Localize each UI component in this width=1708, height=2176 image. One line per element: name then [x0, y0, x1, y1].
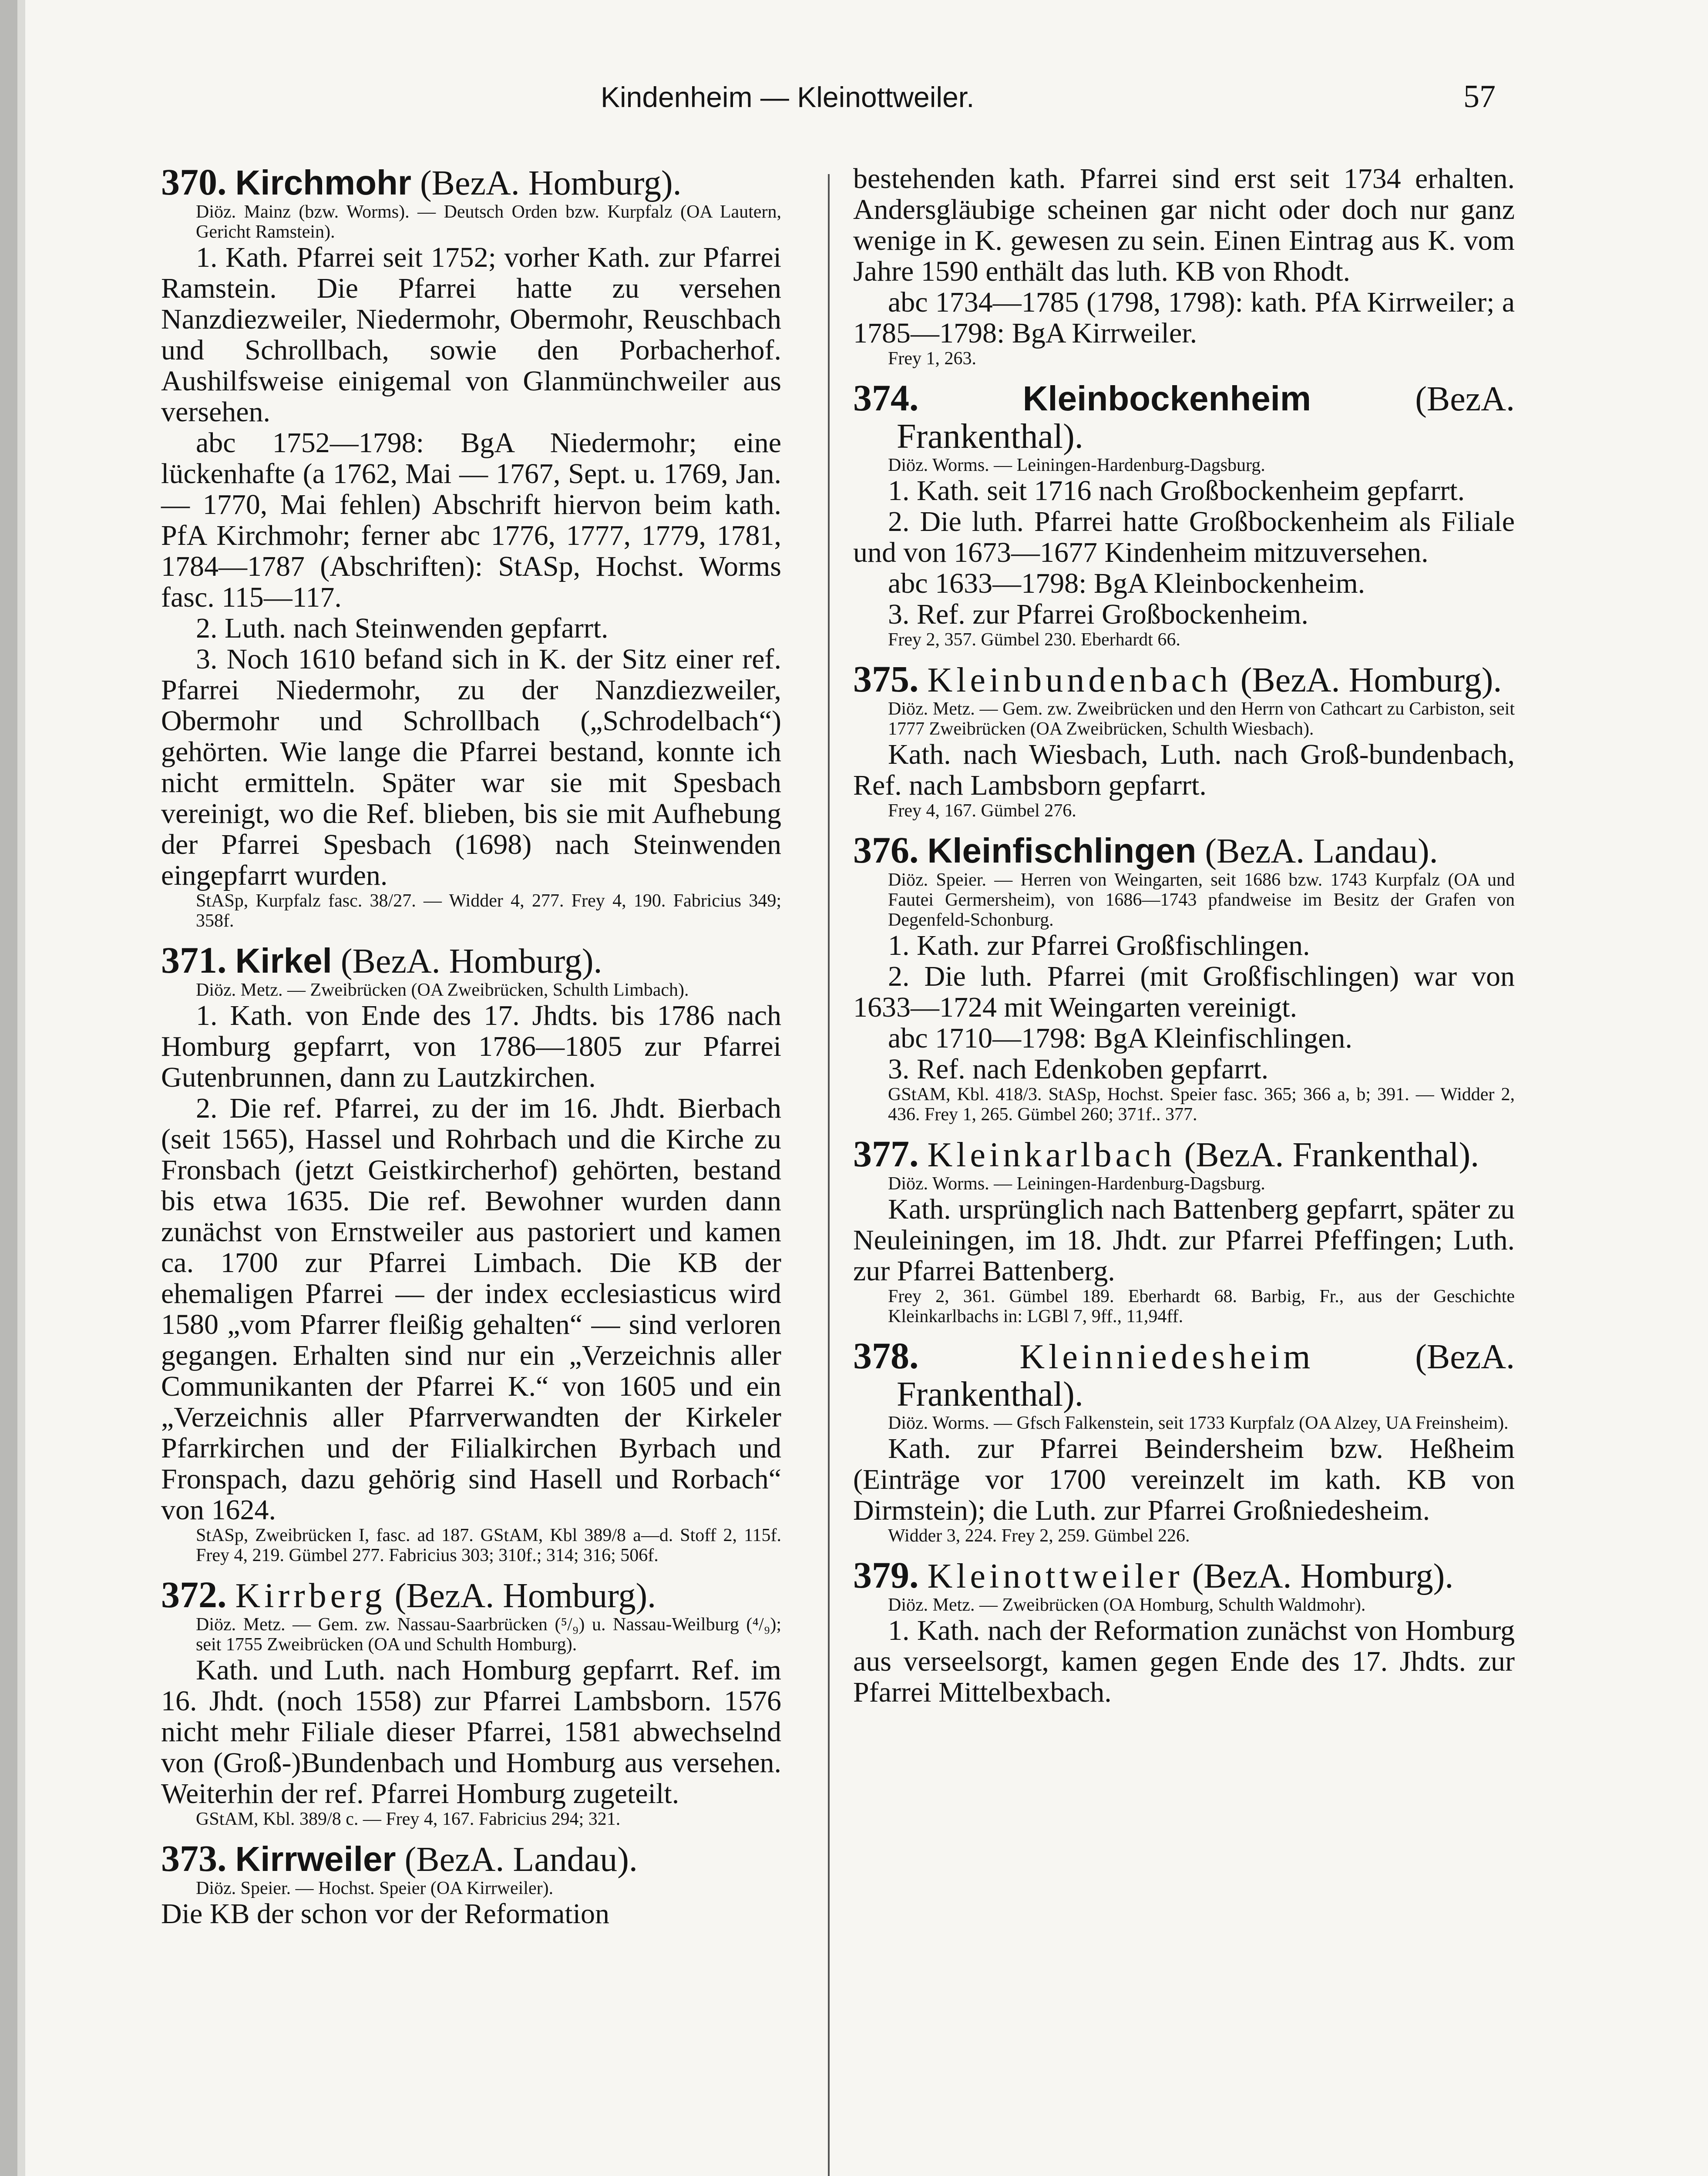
sources: StASp, Zweibrücken I, fasc. ad 187. GStAM, Kbl 389/8 a—d. Stoff 2, 115f. Frey 4, 219. Gümbel 277. Fabricius 303; 310f.; 314; 316; 506f.	[196, 1525, 781, 1565]
entry-377	[853, 1135, 1515, 1326]
entry-heading	[161, 1576, 781, 1615]
place-name: Kirrberg	[235, 1577, 386, 1615]
paragraph: Die KB der schon vor der Reformation	[161, 1898, 610, 1930]
entry-number: 379.	[853, 1554, 919, 1596]
left-column	[161, 163, 781, 1929]
paragraph: abc 1752—1798: BgA Niedermohr; eine lückenhafte (a 1762, Mai — 1767, Sept. u. 1769, Jan. — 1770, Mai fehlen) Abschrift hiervon beim kath. PfA Kirchmohr; ferner abc 1776, 1777, 1779, 1781, 1784—1787 (Abschriften): StASp, Hochst. Worms fasc. 115—117.	[161, 427, 781, 613]
entry-heading	[161, 1837, 781, 1879]
place-name: Kirkel	[235, 941, 332, 980]
entry-number: 372.	[161, 1574, 227, 1615]
page-number: 57	[1463, 79, 1496, 114]
entry-378	[853, 1337, 1515, 1546]
place-name: Kleinniedesheim	[1019, 1338, 1315, 1376]
entry-number: 373.	[161, 1837, 227, 1879]
entry-heading	[853, 660, 1515, 699]
sources: GStAM, Kbl. 418/3. StASp, Hochst. Speier fasc. 365; 366 a, b; 391. — Widder 2, 436. Frey 1, 265. Gümbel 260; 371f.. 377.	[888, 1085, 1515, 1125]
paragraph: 1. Kath. seit 1716 nach Großbockenheim gepfarrt.	[888, 475, 1465, 507]
diocese-note: Diöz. Metz. — Gem. zw. Zweibrücken und den Herrn von Cathcart zu Carbiston, seit 1777 Zweibrücken (OA Zweibrücken, Schulth Wiesbach).	[888, 699, 1515, 739]
entry-heading	[853, 1556, 1515, 1595]
scan-edge	[0, 0, 17, 2176]
right-column	[853, 163, 1515, 1708]
entry-372	[161, 1576, 781, 1829]
paragraph: 1. Kath. von Ende des 17. Jhdts. bis 1786 nach Homburg gepfarrt, von 1786—1805 zur Pfarrei Gutenbrunnen, dann zu Lautzkirchen.	[161, 1000, 781, 1093]
district: (BezA. Frankenthal).	[1175, 1136, 1479, 1174]
district: (BezA. Homburg).	[332, 942, 602, 981]
entry-heading	[853, 379, 1515, 455]
diocese-note: Diöz. Metz. — Zweibrücken (OA Homburg, Schulth Waldmohr).	[888, 1595, 1366, 1615]
paragraph: Kath. nach Wiesbach, Luth. nach Groß-bundenbach, Ref. nach Lambsborn gepfarrt.	[853, 739, 1515, 801]
place-name: Kleinfischlingen	[927, 831, 1197, 870]
paragraph: Kath. zur Pfarrei Beindersheim bzw. Heßheim (Einträge vor 1700 vereinzelt im kath. KB von Dirmstein); die Luth. zur Pfarrei Großniedesheim.	[853, 1433, 1515, 1526]
entry-379	[853, 1556, 1515, 1708]
entry-number: 376.	[853, 829, 919, 871]
entry-number: 370.	[161, 161, 227, 203]
sources: Frey 4, 167. Gümbel 276.	[888, 801, 1076, 821]
entry-number: 374.	[853, 377, 919, 419]
district: (BezA. Homburg).	[411, 164, 682, 202]
district: (BezA. Homburg).	[386, 1577, 656, 1615]
sources: Frey 1, 263.	[888, 349, 976, 369]
place-name: Kleinottweiler	[927, 1557, 1183, 1595]
entry-heading	[161, 163, 781, 202]
entry-number: 375.	[853, 658, 919, 700]
diocese-note: Diöz. Speier. — Hochst. Speier (OA Kirrweiler).	[196, 1878, 554, 1898]
column-divider	[828, 174, 830, 2176]
entry-370	[161, 163, 781, 931]
sources: GStAM, Kbl. 389/8 c. — Frey 4, 167. Fabricius 294; 321.	[196, 1809, 621, 1829]
paragraph: 3. Ref. zur Pfarrei Großbockenheim.	[888, 598, 1308, 630]
scan-edge-shadow	[17, 0, 25, 2176]
entry-373-continued	[853, 163, 1515, 369]
sources: StASp, Kurpfalz fasc. 38/27. — Widder 4, 277. Frey 4, 190. Fabricius 349; 358f.	[196, 891, 781, 931]
district: (BezA. Frankenthal).	[897, 1338, 1515, 1414]
place-name: Kleinbundenbach	[927, 661, 1232, 699]
place-name: Kirchmohr	[235, 163, 411, 202]
sources: Frey 2, 357. Gümbel 230. Eberhardt 66.	[888, 630, 1180, 650]
district: (BezA. Frankenthal).	[897, 380, 1515, 456]
sources: Widder 3, 224. Frey 2, 259. Gümbel 226.	[888, 1526, 1190, 1546]
paragraph: Kath. und Luth. nach Homburg gepfarrt. Ref. im 16. Jhdt. (noch 1558) zur Pfarrei Lambsborn. 1576 nicht mehr Filiale dieser Pfarrei, 1581 abwechselnd von (Groß-)Bundenbach und Homburg aus versehen. Weiterhin der ref. Pfarrei Homburg zugeteilt.	[161, 1654, 781, 1810]
diocese-note: Diöz. Speier. — Herren von Weingarten, seit 1686 bzw. 1743 Kurpfalz (OA und Fautei Germersheim), von 1686—1743 pfandweise im Besitz der Grafen von Degenfeld-Schonburg.	[888, 870, 1515, 930]
diocese-note: Diöz. Worms. — Leiningen-Hardenburg-Dagsburg.	[888, 1174, 1265, 1194]
entry-number: 377.	[853, 1133, 919, 1175]
running-header: Kindenheim — Kleinottweiler.	[601, 81, 975, 113]
paragraph: 1. Kath. zur Pfarrei Großfischlingen.	[888, 930, 1310, 961]
diocese-note: Diöz. Metz. — Gem. zw. Nassau-Saarbrücken (⁵/₉) u. Nassau-Weilburg (⁴/₉); seit 1755 Zweibrücken (OA und Schulth Homburg).	[196, 1615, 781, 1655]
paragraph: 3. Noch 1610 befand sich in K. der Sitz einer ref. Pfarrei Niedermohr, zu der Nanzdiezweiler, Obermohr und Schrollbach („Schrodelbach“) gehörten. Wie lange die Pfarrei bestand, konnte ich nicht ermitteln. Später war sie mit Spesbach vereinigt, wo die Ref. blieben, bis sie mit Aufhebung der Pfarrei Spesbach (1698) nach Steinwenden eingepfarrt wurden.	[161, 643, 781, 891]
entry-375	[853, 660, 1515, 821]
diocese-note: Diöz. Worms. — Leiningen-Hardenburg-Dagsburg.	[888, 455, 1265, 475]
paragraph: 3. Ref. nach Edenkoben gepfarrt.	[888, 1053, 1269, 1085]
entry-371	[161, 941, 781, 1565]
entry-number: 371.	[161, 939, 227, 981]
paragraph: Kath. ursprünglich nach Battenberg gepfarrt, später zu Neuleiningen, im 18. Jhdt. zur Pfarrei Pfeffingen; Luth. zur Pfarrei Battenberg.	[853, 1193, 1515, 1287]
district: (BezA. Homburg).	[1231, 661, 1502, 699]
entry-heading	[853, 1135, 1515, 1174]
paragraph: 2. Die ref. Pfarrei, zu der im 16. Jhdt. Bierbach (seit 1565), Hassel und Rohrbach und die Kirche zu Fronsbach (jetzt Geistkircherhof) gehörten, bestand bis etwa 1635. Die ref. Bewohner wurden dann zunächst von Ernstweiler aus pastoriert und kamen ca. 1700 zur Pfarrei Limbach. Die KB der ehemaligen Pfarrei — der index ecclesiasticus wird 1580 „vom Pfarrer fleißig gehalten“ — sind verloren gegangen. Erhalten sind nur ein „Verzeichnis aller Communikanten der Pfarrei K.“ von 1605 und ein „Verzeichnis aller Pfarrverwandten der Kirkeler Pfarrkirchen und der Filialkirchen Byrbach und Fronspach, dazu gehörig sind Hasell und Rorbach“ von 1624.	[161, 1092, 781, 1526]
paragraph: bestehenden kath. Pfarrei sind erst seit 1734 erhalten. Andersgläubige scheinen gar nicht oder doch nur ganz wenige in K. gewesen zu sein. Einen Eintrag aus K. vom Jahre 1590 enthält das luth. KB von Rhodt.	[853, 163, 1515, 287]
entry-376	[853, 831, 1515, 1125]
place-name: Kleinbockenheim	[1022, 379, 1311, 418]
paragraph: 2. Die luth. Pfarrei hatte Großbockenheim als Filiale und von 1673—1677 Kindenheim mitzuversehen.	[853, 506, 1515, 568]
diocese-note: Diöz. Worms. — Gfsch Falkenstein, seit 1733 Kurpfalz (OA Alzey, UA Freinsheim).	[888, 1413, 1509, 1433]
paragraph: abc 1710—1798: BgA Kleinfischlingen.	[888, 1022, 1352, 1054]
diocese-note: Diöz. Mainz (bzw. Worms). — Deutsch Orden bzw. Kurpfalz (OA Lautern, Gericht Ramstein).	[196, 202, 781, 242]
entry-heading	[853, 831, 1515, 870]
district: (BezA. Landau).	[1196, 832, 1438, 870]
diocese-note: Diöz. Metz. — Zweibrücken (OA Zweibrücken, Schulth Limbach).	[196, 980, 689, 1000]
paragraph: abc 1734—1785 (1798, 1798): kath. PfA Kirrweiler; a 1785—1798: BgA Kirrweiler.	[853, 286, 1515, 349]
paragraph: abc 1633—1798: BgA Kleinbockenheim.	[888, 568, 1365, 599]
district: (BezA. Homburg).	[1183, 1557, 1454, 1595]
district: (BezA. Landau).	[396, 1840, 638, 1879]
paragraph: 1. Kath. Pfarrei seit 1752; vorher Kath. zur Pfarrei Ramstein. Die Pfarrei hatte zu versehen Nanzdiezweiler, Niedermohr, Obermohr, Reuschbach und Schrollbach, sowie den Porbacherhof. Aushilfsweise einigemal von Glanmünchweiler aus versehen.	[161, 242, 781, 428]
paragraph: 2. Luth. nach Steinwenden gepfarrt.	[196, 612, 609, 644]
entry-374	[853, 379, 1515, 650]
place-name: Kirrweiler	[235, 1840, 396, 1878]
entry-heading	[853, 1337, 1515, 1413]
entry-373	[161, 1837, 781, 1930]
entry-number: 378.	[853, 1335, 919, 1377]
sources: Frey 2, 361. Gümbel 189. Eberhardt 68. Barbig, Fr., aus der Geschichte Kleinkarlbachs in: LGBl 7, 9ff., 11,94ff.	[888, 1286, 1515, 1326]
paragraph: 2. Die luth. Pfarrei (mit Großfischlingen) war von 1633—1724 mit Weingarten vereinigt.	[853, 960, 1515, 1023]
place-name: Kleinkarlbach	[927, 1136, 1176, 1174]
paragraph: 1. Kath. nach der Reformation zunächst von Homburg aus verseelsorgt, kamen gegen Ende des 17. Jhdts. zur Pfarrei Mittelbexbach.	[853, 1615, 1515, 1708]
entry-heading	[161, 941, 781, 980]
